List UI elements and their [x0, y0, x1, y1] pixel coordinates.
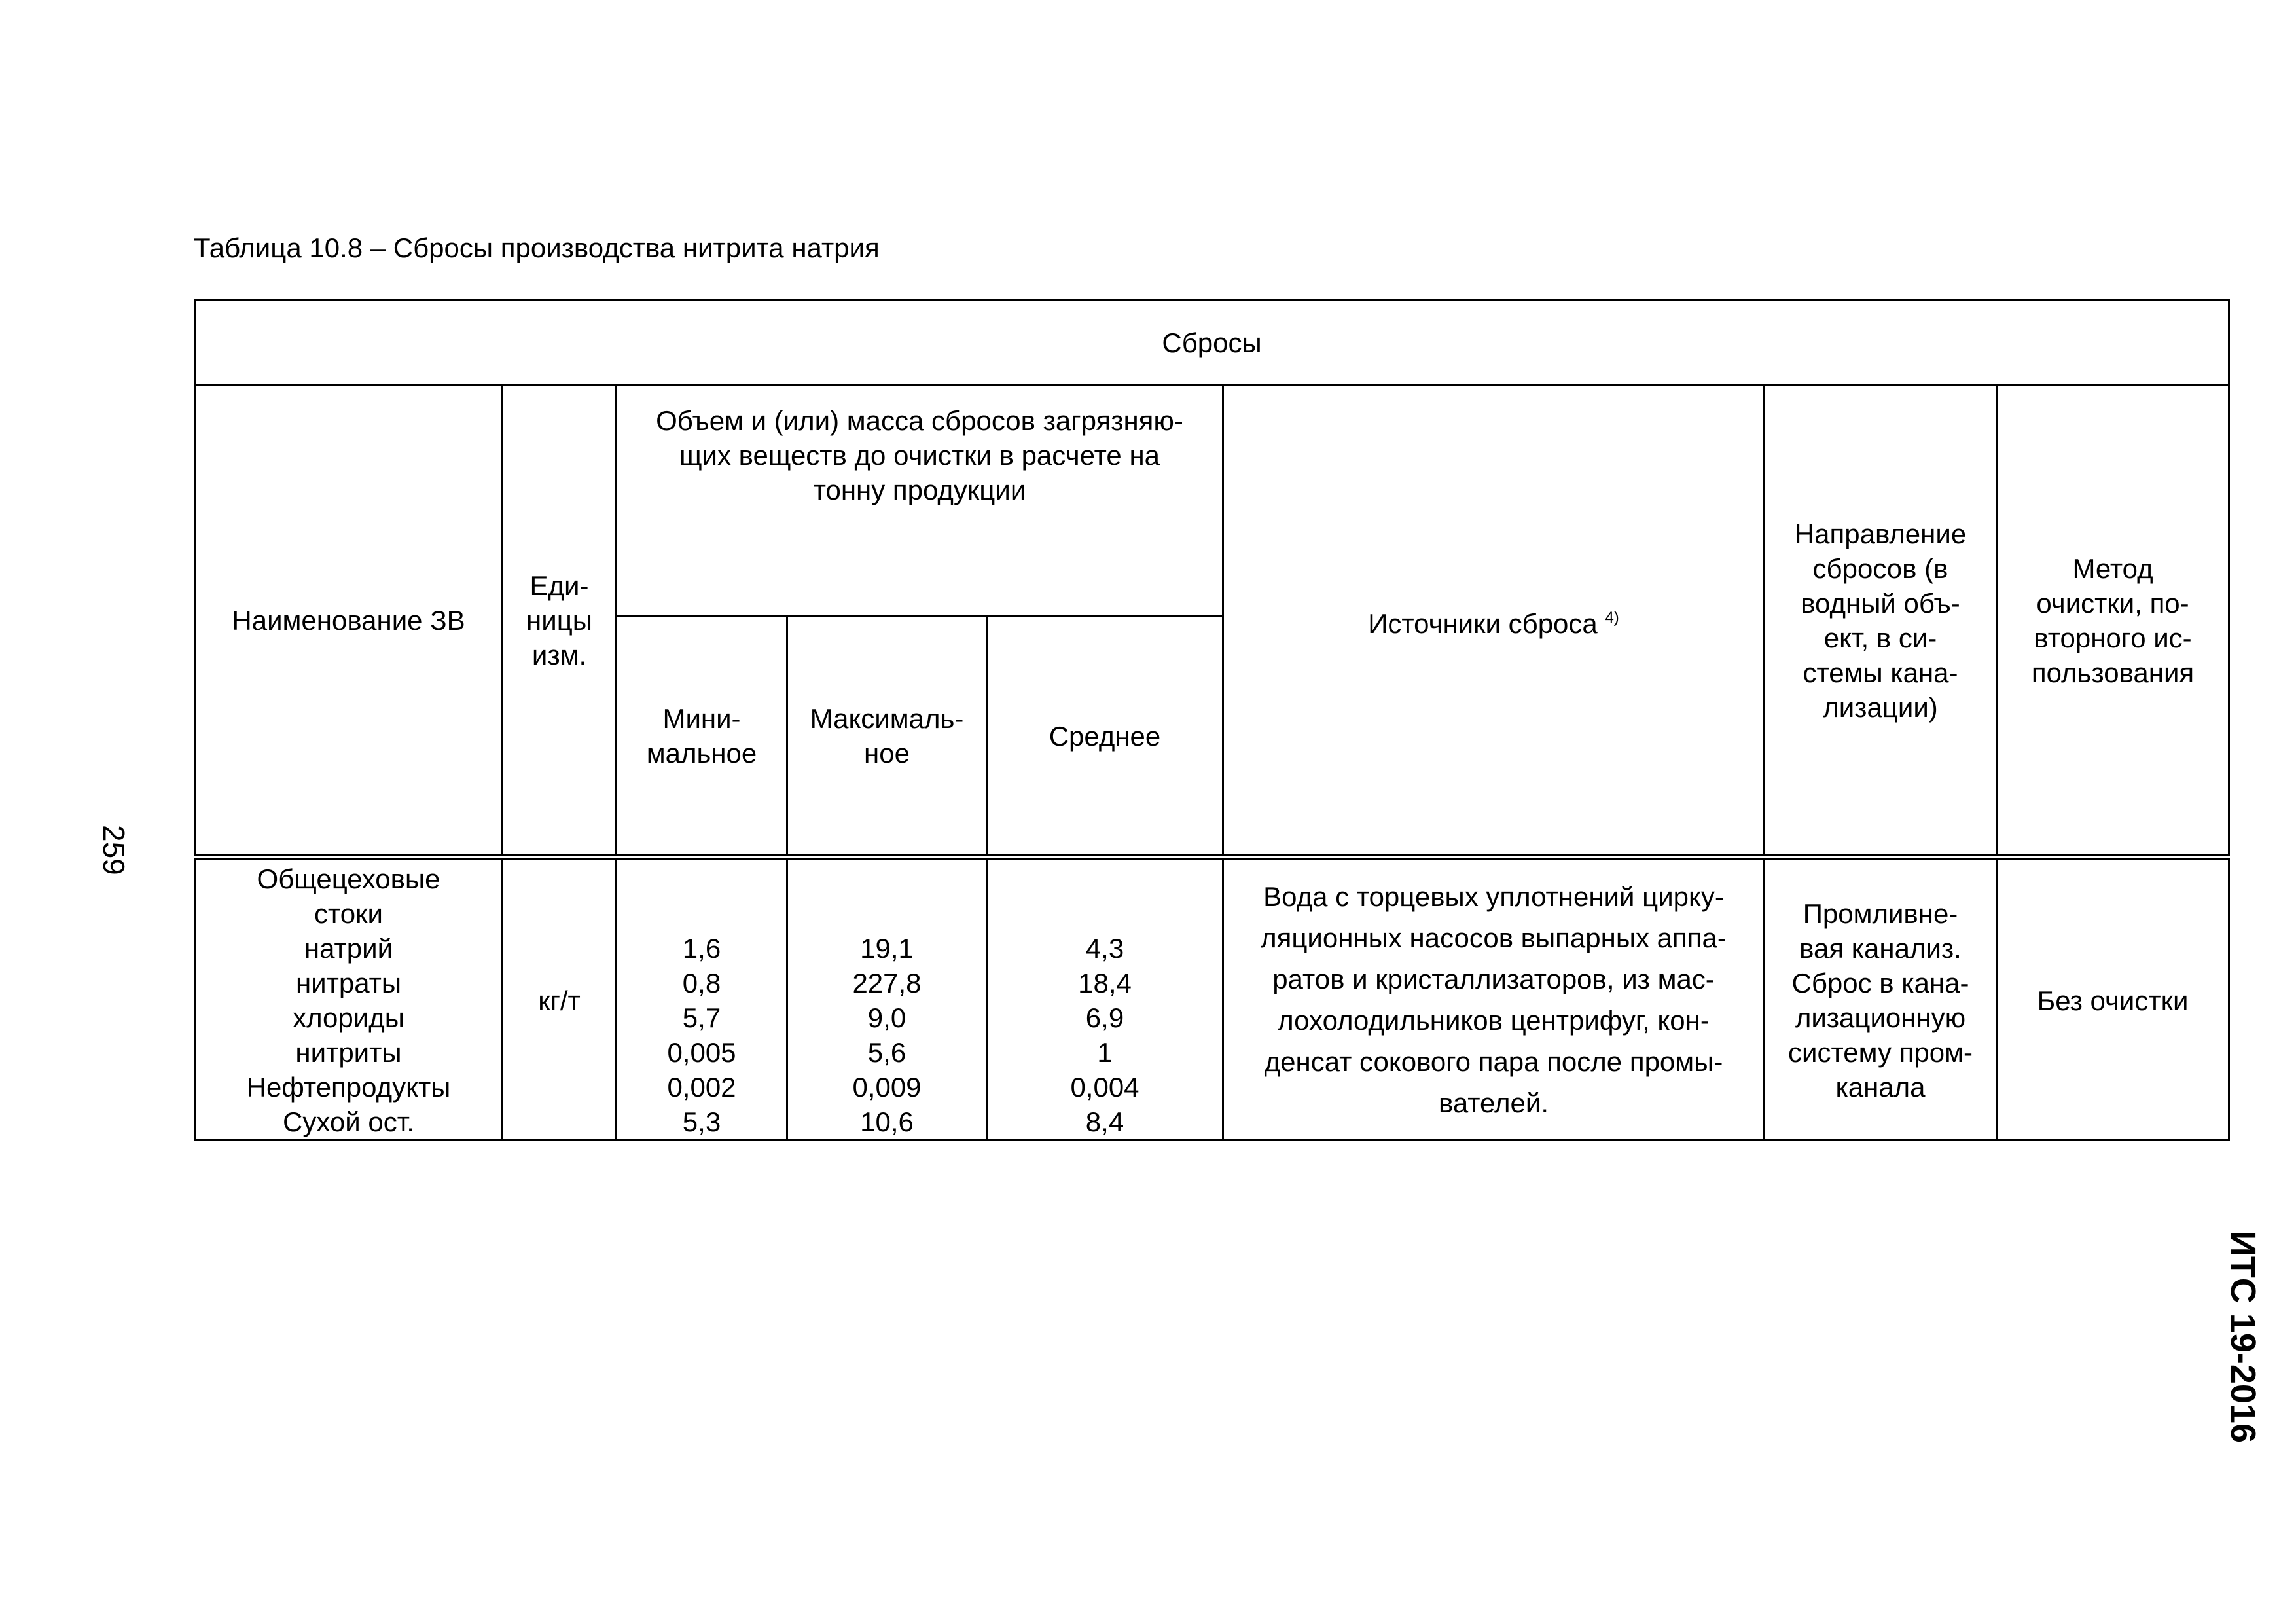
header-method-text: Метод очистки, по- вторного ис- пользования: [2031, 553, 2195, 688]
body-max: [787, 858, 987, 1140]
header-volume-text: Объем и (или) масса сбросов загрязняю- щих веществ до очистки в расчете на тонну продукции: [656, 405, 1183, 505]
header-volume: [617, 386, 1223, 617]
document-id: ИТС 19-2016: [2223, 1231, 2263, 1443]
body-min-values: 1,6 0,8 5,7 0,005 0,002 5,3: [667, 933, 736, 1137]
body-units: [503, 858, 617, 1140]
table-title: Сбросы: [195, 300, 2229, 386]
body-method: [1997, 858, 2229, 1140]
page-number-text: 259: [97, 825, 131, 875]
body-units-text: кг/т: [538, 985, 581, 1016]
body-avg: [987, 858, 1223, 1140]
body-avg-values: 4,3 18,4 6,9 1 0,004 8,4: [1070, 933, 1139, 1137]
body-direction-text: Промливне- вая канализ. Сброс в кана- лизационную систему пром- канала: [1788, 898, 1973, 1103]
header-max: [787, 617, 987, 858]
header-name-text: Наименование ЗВ: [232, 605, 465, 636]
body-names-text: Общецеховые стоки натрий нитраты хлориды нитриты Нефтепродукты Сухой ост.: [246, 864, 451, 1137]
body-max-values: 19,1 227,8 9,0 5,6 0,009 10,6: [852, 933, 922, 1137]
header-sources-footnote: 4): [1605, 608, 1619, 627]
body-direction: [1765, 858, 1997, 1140]
body-min: [617, 858, 787, 1140]
header-min: [617, 617, 787, 858]
header-direction-text: Направление сбросов (в водный объ- ект, в си- стемы кана- лизации): [1794, 518, 1967, 723]
header-avg-text: Среднее: [1049, 720, 1161, 752]
header-sources-text: Источники сброса: [1368, 608, 1598, 639]
header-max-text: Максималь- ное: [810, 703, 964, 769]
body-sources: [1223, 858, 1765, 1140]
body-names: [195, 858, 503, 1140]
header-avg: [987, 617, 1223, 858]
table-caption: Таблица 10.8 – Сбросы производства нитрита натрия: [194, 232, 880, 263]
header-min-text: Мини- мальное: [646, 703, 757, 769]
body-sources-text: Вода с торцевых уплотнений цирку- ляционных насосов выпарных аппа- ратов и кристаллизаторов, из мас- лохолодильников центрифуг, кон- денсат сокового пара после промы- вателей.: [1261, 881, 1727, 1118]
header-row: [195, 386, 2229, 617]
discharge-table: [194, 299, 2230, 1141]
table-title-row: [195, 300, 2229, 386]
header-name: [195, 386, 503, 858]
table-row: [195, 858, 2229, 1140]
header-units: [503, 386, 617, 858]
header-units-text: Еди- ницы изм.: [526, 570, 592, 670]
header-direction: [1765, 386, 1997, 858]
header-method: [1997, 386, 2229, 858]
body-method-text: Без очистки: [2037, 985, 2189, 1016]
header-sources: [1223, 386, 1765, 858]
